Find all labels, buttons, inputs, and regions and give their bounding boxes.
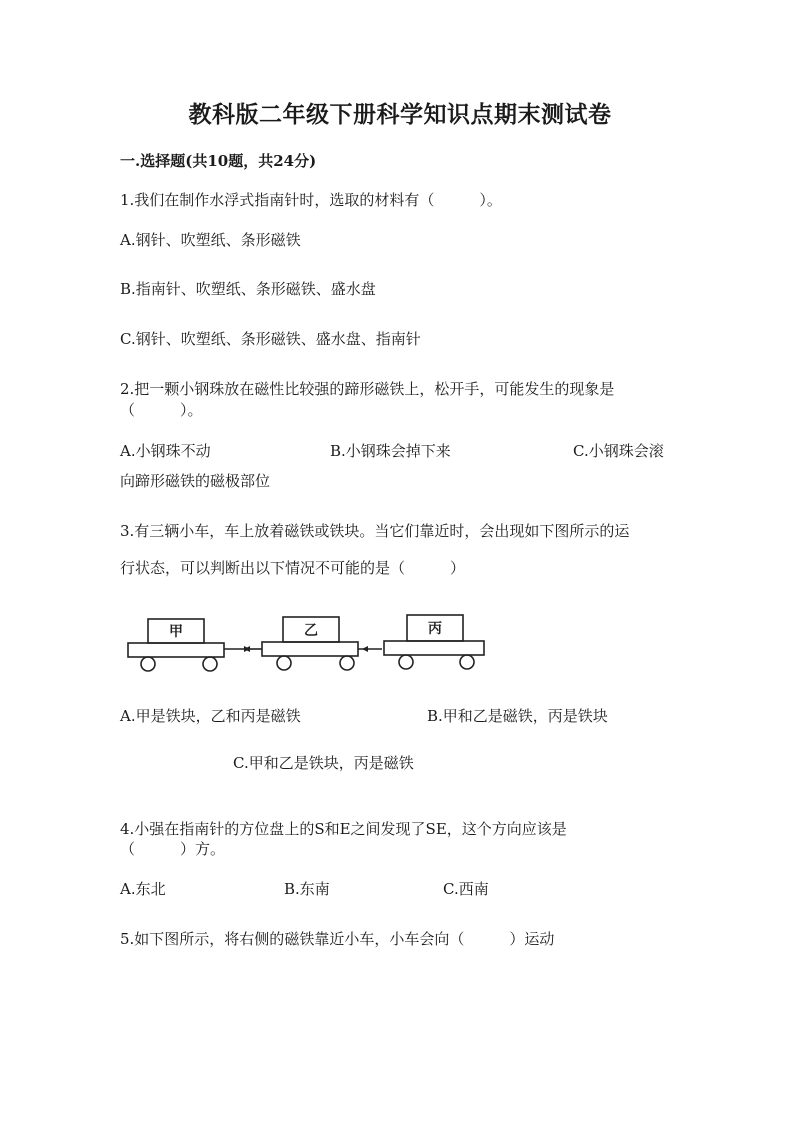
question-2-stem-line-2: （ ）。 bbox=[120, 401, 203, 419]
section-heading: 一.选择题(共10题，共24分) bbox=[120, 152, 317, 170]
motion-arrowhead-3 bbox=[362, 646, 368, 652]
question-1-stem: 1.我们在制作水浮式指南针时，选取的材料有（ ）。 bbox=[120, 191, 502, 209]
cart-jia-wheel-left bbox=[141, 657, 155, 671]
cart-jia-body bbox=[128, 643, 224, 657]
question-4-option-c: C.西南 bbox=[443, 880, 489, 898]
cart-yi-wheel-right bbox=[340, 656, 354, 670]
cart-yi-wheel-left bbox=[277, 656, 291, 670]
question-1-option-a: A.钢针、吹塑纸、条形磁铁 bbox=[120, 231, 301, 249]
question-4-stem-line-1: 4.小强在指南针的方位盘上的S和E之间发现了SE，这个方向应该是 bbox=[120, 820, 567, 838]
question-4-option-b: B.东南 bbox=[284, 880, 330, 898]
cart-bing-wheel-right bbox=[460, 655, 474, 669]
cart-bing-wheel-left bbox=[399, 655, 413, 669]
question-3-option-c: C.甲和乙是铁块，丙是磁铁 bbox=[233, 754, 414, 772]
question-5-stem: 5.如下图所示，将右侧的磁铁靠近小车，小车会向（ ）运动 bbox=[120, 930, 555, 948]
cart-yi-body bbox=[262, 642, 358, 656]
question-4-option-a: A.东北 bbox=[120, 880, 166, 898]
question-3-option-b: B.甲和乙是磁铁，丙是铁块 bbox=[427, 707, 608, 725]
question-1-option-c: C.钢针、吹塑纸、条形磁铁、盛水盘、指南针 bbox=[120, 330, 421, 348]
question-2-stem-line-1: 2.把一颗小钢珠放在磁性比较强的蹄形磁铁上，松开手，可能发生的现象是 bbox=[120, 380, 615, 398]
question-4-stem-line-2: （ ）方。 bbox=[120, 840, 226, 858]
question-3-stem-line-2: 行状态，可以判断出以下情况不可能的是（ ） bbox=[120, 559, 466, 577]
question-2-option-c: C.小钢珠会滚 bbox=[573, 442, 664, 460]
cart-label-bing: 丙 bbox=[428, 621, 442, 637]
question-3-stem-line-1: 3.有三辆小车，车上放着磁铁或铁块。当它们靠近时，会出现如下图所示的运 bbox=[120, 522, 630, 540]
cart-label-jia: 甲 bbox=[169, 624, 183, 640]
cart-bing-body bbox=[384, 641, 484, 655]
question-2-option-a: A.小钢珠不动 bbox=[120, 442, 211, 460]
cart-label-yi: 乙 bbox=[304, 623, 318, 639]
cart-jia-wheel-right bbox=[203, 657, 217, 671]
page-title: 教科版二年级下册科学知识点期末测试卷 bbox=[188, 101, 612, 128]
question-2-option-c-continued: 向蹄形磁铁的磁极部位 bbox=[120, 472, 271, 490]
question-3-option-a: A.甲是铁块，乙和丙是磁铁 bbox=[120, 707, 301, 725]
question-2-option-b: B.小钢珠会掉下来 bbox=[330, 442, 451, 460]
question-1-option-b: B.指南针、吹塑纸、条形磁铁、盛水盘 bbox=[120, 280, 376, 298]
three-carts-diagram bbox=[126, 605, 490, 673]
